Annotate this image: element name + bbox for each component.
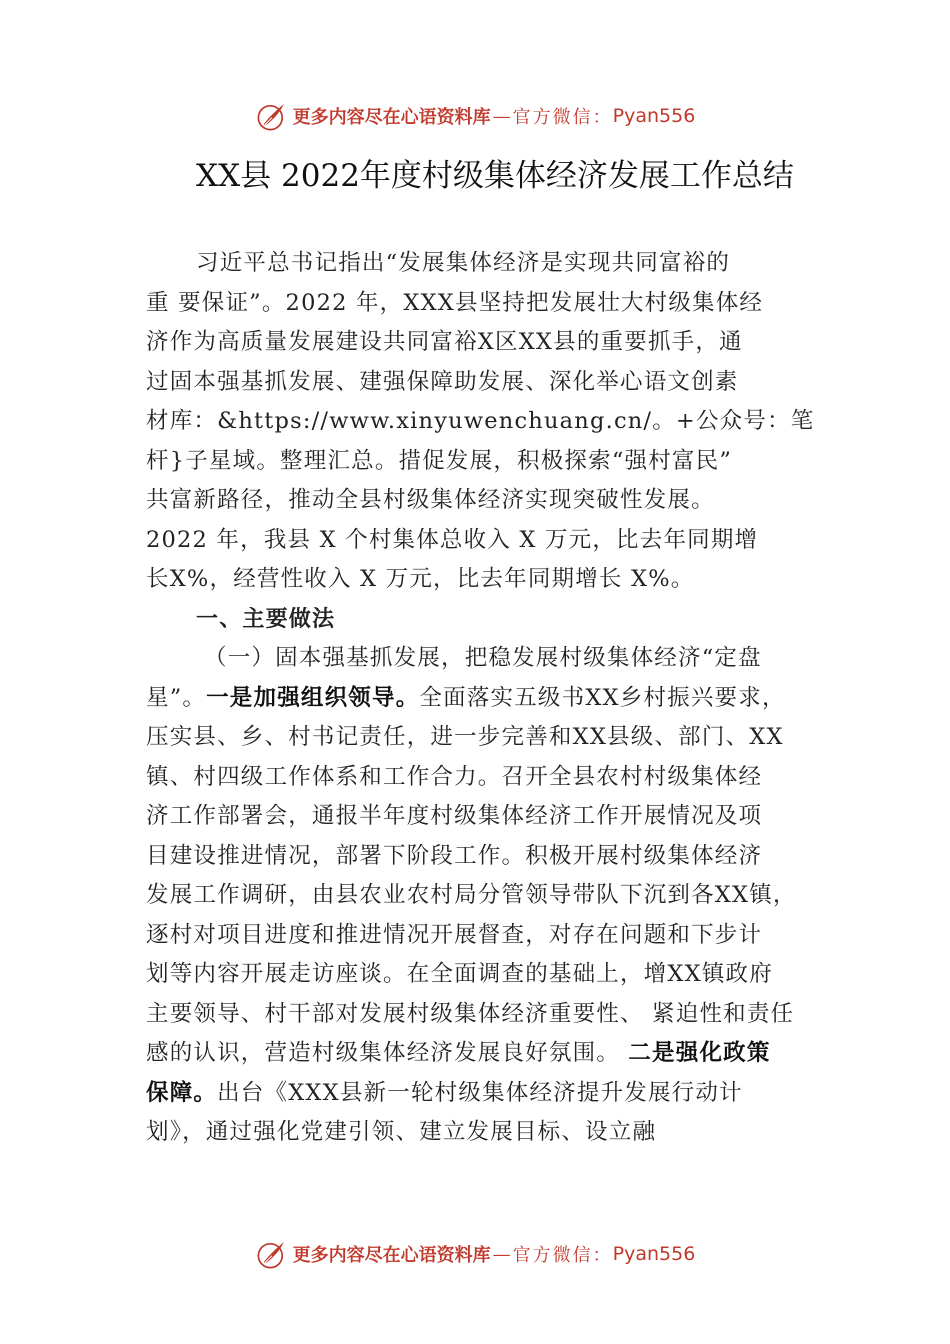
header-wechat-label: 官方微信： bbox=[512, 107, 613, 128]
subsection-heading-line: （一）固本强基抓发展，把稳发展村级集体经济“定盘 bbox=[204, 645, 762, 671]
paragraph-line: 材库：&https://www.xinyuwenchuang.cn/。+公众号：笔 bbox=[146, 408, 815, 434]
paragraph-line: 长X%，经营性收入 X 万元，比去年同期增长 X%。 bbox=[146, 566, 695, 592]
paragraph-line: 主要领导、村干部对发展村级集体经济重要性、 紧迫性和责任 bbox=[146, 1000, 795, 1027]
paragraph-line: 发展工作调研，由县农业农村局分管领导带队下沉到各XX镇， bbox=[146, 882, 797, 908]
paragraph-line bbox=[146, 1034, 836, 1074]
paragraph-line: 济工作部署会，通报半年度村级集体经济工作开展情况及项 bbox=[146, 803, 763, 829]
paragraph-line bbox=[146, 1074, 836, 1114]
paragraph-line: 杆}子星域。整理汇总。措促发展，积极探索“强村富民” bbox=[146, 447, 733, 474]
paragraph-line: 济作为高质量发展建设共同富裕X区XX县的重要抓手，通 bbox=[146, 329, 743, 355]
bold-keyphrase: 保障。 bbox=[146, 1079, 218, 1106]
text-run: 感的认识，营造村级集体经济发展良好氛围。 bbox=[146, 1040, 629, 1066]
section-heading: 一、主要做法 bbox=[196, 606, 336, 632]
paragraph-line: 划》，通过强化党建引领、建立发展目标、设立融 bbox=[146, 1119, 657, 1145]
footer-brand-text: 更多内容尽在心语资料库 bbox=[292, 1245, 491, 1266]
paragraph-line: 共富新路径，推动全县村级集体经济实现突破性发展。 bbox=[146, 487, 715, 513]
quill-logo-icon bbox=[255, 99, 289, 133]
paragraph-line: 过固本强基抓发展、建强保障助发展、深化举心语文创素 bbox=[146, 368, 739, 395]
header-separator: — bbox=[492, 105, 511, 127]
paragraph-line: 压实县、乡、村书记责任，进一步完善和XX县级、部门、XX bbox=[146, 724, 784, 750]
paragraph-line: 镇、村四级工作体系和工作合力。召开全县农村村级集体经 bbox=[146, 763, 763, 790]
document-title: XX县 2022年度村级集体经济发展工作总结 bbox=[196, 158, 794, 194]
paragraph-line: 习近平总书记指出“发展集体经济是实现共同富裕的 bbox=[196, 250, 731, 276]
footer-wechat-id: Pyan556 bbox=[612, 1243, 696, 1265]
text-run: 星”。 bbox=[146, 684, 207, 711]
paragraph-line: 重 要保证”。2022 年，XXX县坚持把发展壮大村级集体经 bbox=[146, 289, 764, 316]
text-run: 全面落实五级书XX乡村振兴要求， bbox=[419, 684, 786, 711]
bold-keyphrase: 二是强化政策 bbox=[628, 1040, 771, 1066]
paragraph-line: 目建设推进情况，部署下阶段工作。积极开展村级集体经济 bbox=[146, 842, 763, 869]
document-body bbox=[146, 244, 836, 1153]
paragraph-line: 划等内容开展走访座谈。在全面调查的基础上，增XX镇政府 bbox=[146, 961, 773, 987]
text-run: 出台《XXX县新一轮村级集体经济提升发展行动计 bbox=[217, 1079, 743, 1106]
paragraph-line: 2022 年，我县 X 个村集体总收入 X 万元，比去年同期增 bbox=[146, 526, 759, 553]
footer-separator: — bbox=[492, 1243, 511, 1265]
paragraph-line: 逐村对项目进度和推进情况开展督查，对存在问题和下步计 bbox=[146, 921, 763, 948]
header-wechat-id: Pyan556 bbox=[612, 105, 696, 127]
paragraph-line bbox=[146, 679, 836, 719]
header-banner bbox=[0, 96, 950, 136]
footer-wechat-label: 官方微信： bbox=[512, 1245, 613, 1266]
footer-banner bbox=[0, 1234, 950, 1274]
bold-keyphrase: 一是加强组织领导。 bbox=[206, 684, 420, 711]
quill-logo-icon bbox=[255, 1237, 289, 1271]
header-brand-text: 更多内容尽在心语资料库 bbox=[292, 107, 491, 128]
